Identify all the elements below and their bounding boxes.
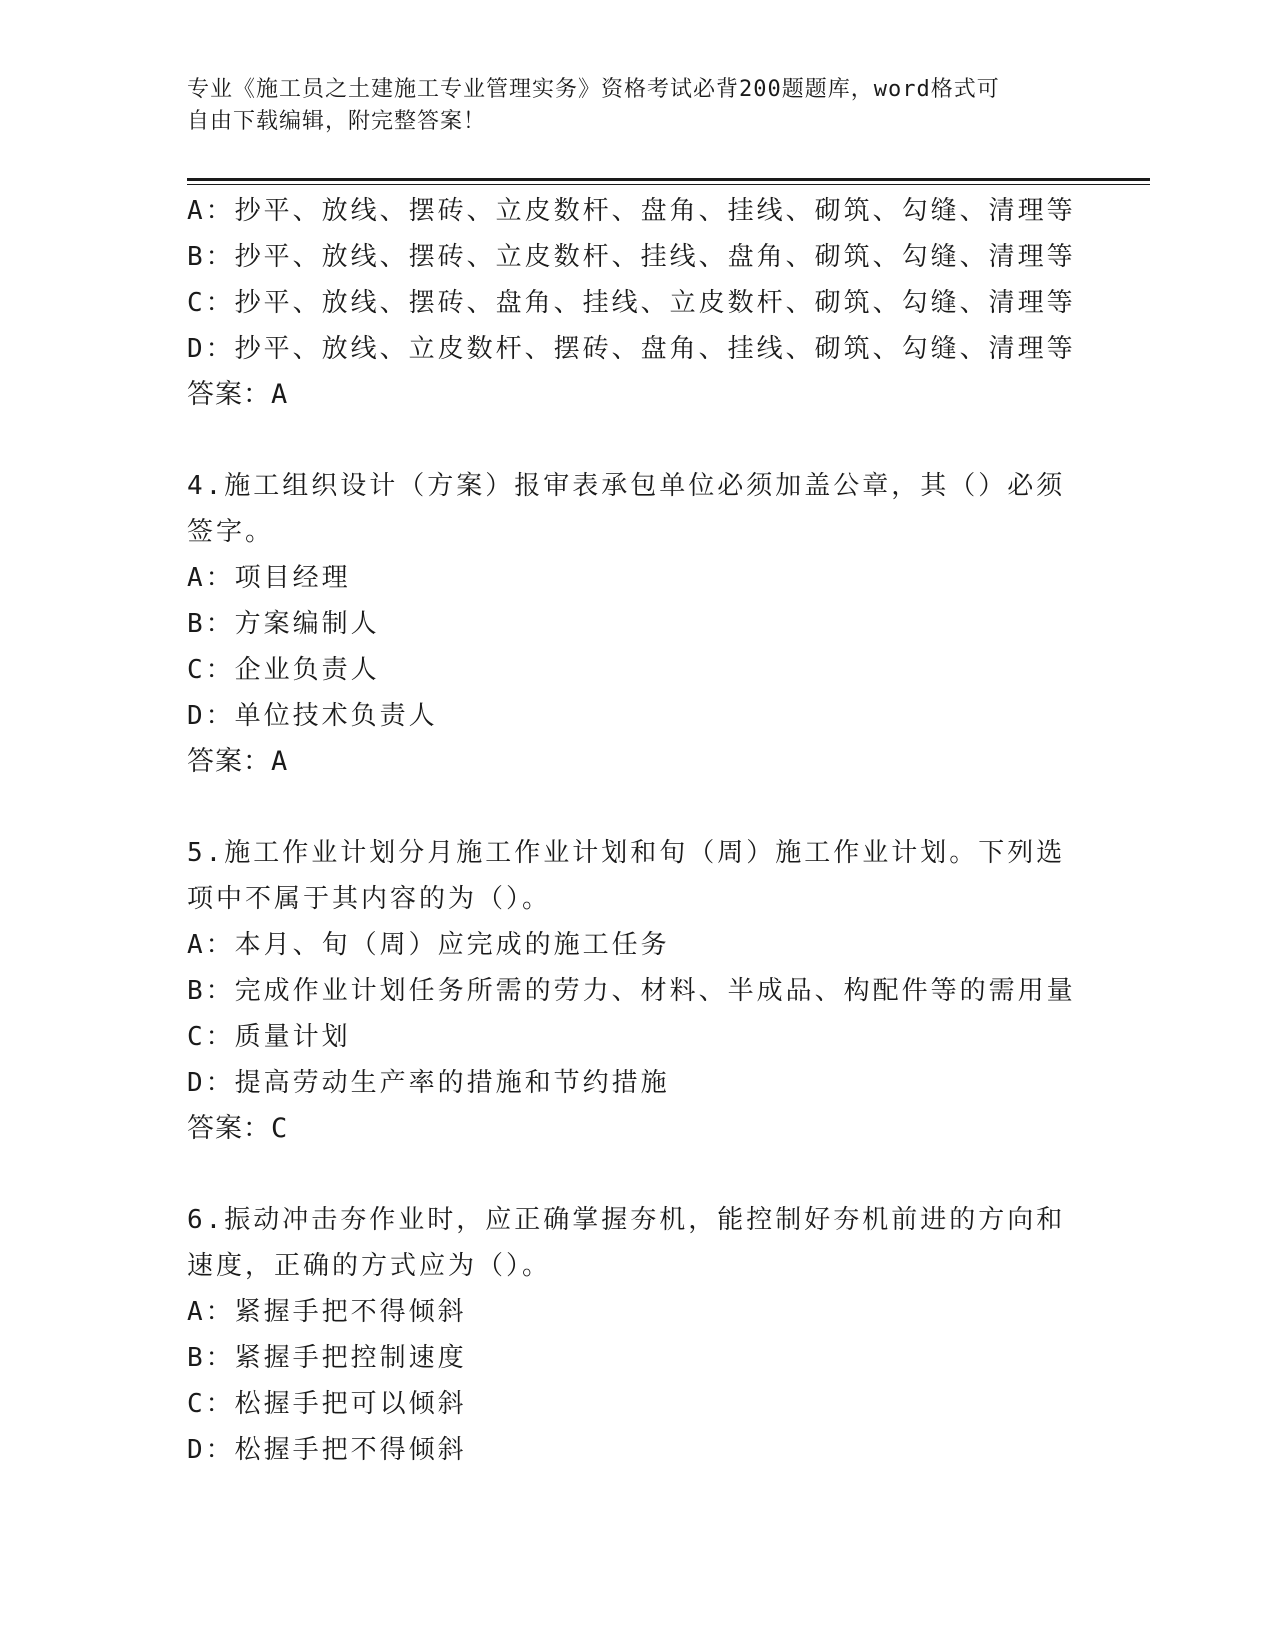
question-4 <box>187 463 1087 785</box>
q6-option-c: C：松握手把可以倾斜 <box>187 1389 467 1419</box>
q4-option-b: B：方案编制人 <box>187 609 380 639</box>
q5-option-b: B：完成作业计划任务所需的劳力、材料、半成品、构配件等的需用量 <box>187 976 1076 1006</box>
q3-option-c: C：抄平、放线、摆砖、盘角、挂线、立皮数杆、砌筑、勾缝、清理等 <box>187 288 1076 318</box>
q3-answer: 答案：A <box>187 379 289 410</box>
q4-answer: 答案：A <box>187 746 289 777</box>
spacer <box>187 418 1087 463</box>
header-rule-thick <box>187 178 1150 181</box>
q5-option-c: C：质量计划 <box>187 1022 351 1052</box>
q4-option-d: D：单位技术负责人 <box>187 701 438 731</box>
question-list <box>187 188 1087 1473</box>
q5-text-line-1: 5.施工作业计划分月施工作业计划和旬（周）施工作业计划。下列选 <box>187 838 1066 868</box>
document-header <box>187 74 1087 138</box>
q6-option-b: B：紧握手把控制速度 <box>187 1343 467 1373</box>
q5-answer: 答案：C <box>187 1113 289 1144</box>
q6-text-line-1: 6.振动冲击夯作业时，应正确掌握夯机，能控制好夯机前进的方向和 <box>187 1205 1066 1235</box>
q6-option-a: A：紧握手把不得倾斜 <box>187 1297 467 1327</box>
q4-option-a: A：项目经理 <box>187 563 351 593</box>
q5-text-line-2: 项中不属于其内容的为（）。 <box>187 884 552 914</box>
q3-option-b: B：抄平、放线、摆砖、立皮数杆、挂线、盘角、砌筑、勾缝、清理等 <box>187 242 1076 272</box>
q5-option-a: A：本月、旬（周）应完成的施工任务 <box>187 930 670 960</box>
q4-text-line-1: 4.施工组织设计（方案）报审表承包单位必须加盖公章，其（）必须 <box>187 471 1066 501</box>
q4-option-c: C：企业负责人 <box>187 655 380 685</box>
q4-text-line-2: 签字。 <box>187 517 275 547</box>
header-line-1: 专业《施工员之土建施工专业管理实务》资格考试必背200题题库，word格式可 <box>187 77 1000 102</box>
q3-option-d: D：抄平、放线、立皮数杆、摆砖、盘角、挂线、砌筑、勾缝、清理等 <box>187 334 1076 364</box>
question-3 <box>187 188 1087 418</box>
q3-option-a: A：抄平、放线、摆砖、立皮数杆、盘角、挂线、砌筑、勾缝、清理等 <box>187 196 1076 226</box>
spacer <box>187 785 1087 830</box>
header-rule-thin <box>187 184 1150 185</box>
q6-text-line-2: 速度，正确的方式应为（）。 <box>187 1251 552 1281</box>
question-6 <box>187 1197 1087 1473</box>
question-5 <box>187 830 1087 1152</box>
header-line-2: 自由下载编辑，附完整答案！ <box>187 109 487 134</box>
spacer <box>187 1152 1087 1197</box>
q6-option-d: D：松握手把不得倾斜 <box>187 1435 467 1465</box>
q5-option-d: D：提高劳动生产率的措施和节约措施 <box>187 1068 670 1098</box>
